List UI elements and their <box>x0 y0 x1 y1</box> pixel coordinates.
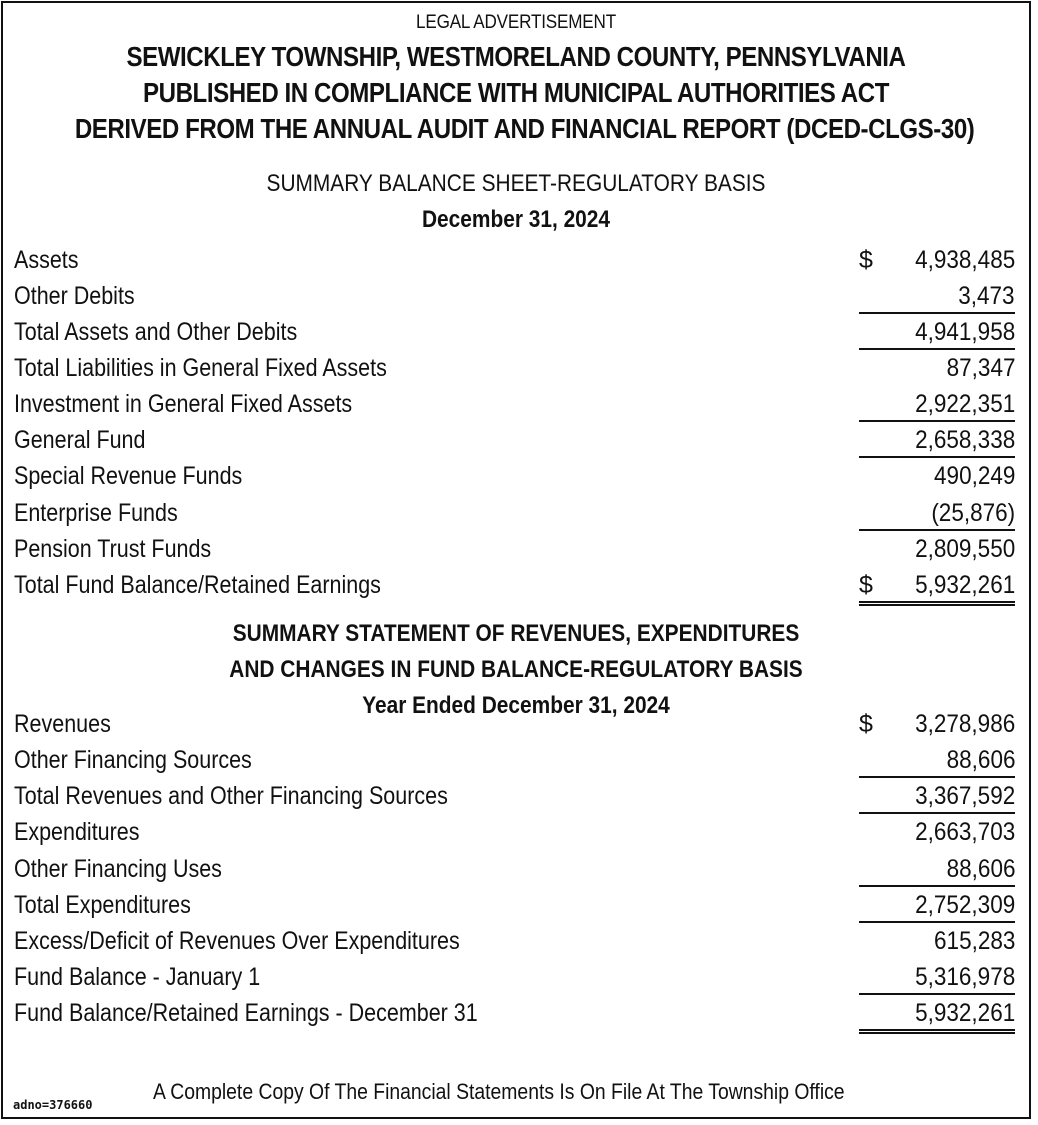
row-value: 2,663,703 <box>914 818 1015 846</box>
row-amount <box>859 535 1015 565</box>
row-value: 4,941,958 <box>914 318 1015 346</box>
revenue-statement-subtitle: AND CHANGES IN FUND BALANCE-REGULATORY BASIS <box>229 656 803 683</box>
revenue-statement-title: SUMMARY STATEMENT OF REVENUES, EXPENDITURES <box>232 620 800 647</box>
row-value: 4,938,485 <box>914 246 1015 274</box>
row-value: 87,347 <box>946 354 1015 382</box>
row-label: Expenditures <box>14 818 140 846</box>
row-label: Fund Balance/Retained Earnings - December 31 <box>14 999 478 1027</box>
row-label: Other Financing Sources <box>14 746 252 774</box>
row-amount <box>859 999 1015 1034</box>
row-amount <box>859 318 1015 350</box>
currency-sign: $ <box>859 246 873 274</box>
balance-row <box>3 499 1029 535</box>
row-label: Other Financing Uses <box>14 855 222 883</box>
row-value: 2,658,338 <box>914 426 1015 454</box>
row-label: Enterprise Funds <box>14 499 178 527</box>
row-amount <box>859 499 1015 531</box>
ad-number: adno=376660 <box>13 1098 93 1112</box>
revenue-statement-period: Year Ended December 31, 2024 <box>362 692 670 719</box>
row-value: 2,752,309 <box>914 891 1015 919</box>
row-label: Total Liabilities in General Fixed Assets <box>14 354 387 382</box>
row-amount <box>859 855 1015 887</box>
footer-note: A Complete Copy Of The Financial Statements Is On File At The Township Office <box>153 1079 845 1104</box>
row-amount <box>859 282 1015 314</box>
township-title: SEWICKLEY TOWNSHIP, WESTMORELAND COUNTY, PENNSYLVANIA <box>126 41 906 72</box>
revenue-row <box>3 782 1029 818</box>
row-value: 5,932,261 <box>914 999 1015 1027</box>
row-value: (25,876) <box>931 499 1015 527</box>
revenue-row <box>3 710 1029 746</box>
row-label: Pension Trust Funds <box>14 535 212 563</box>
balance-row <box>3 426 1029 462</box>
source-title: DERIVED FROM THE ANNUAL AUDIT AND FINANCIAL REPORT (DCED-CLGS-30) <box>74 113 975 144</box>
row-amount <box>859 746 1015 778</box>
revenue-row <box>3 963 1029 999</box>
row-value: 2,922,351 <box>914 390 1015 418</box>
row-label: General Fund <box>14 426 146 454</box>
row-value: 3,367,592 <box>914 782 1015 810</box>
revenue-row <box>3 818 1029 854</box>
row-value: 5,316,978 <box>914 963 1015 991</box>
row-label: Total Fund Balance/Retained Earnings <box>14 571 381 599</box>
row-label: Assets <box>14 246 79 274</box>
balance-row <box>3 390 1029 426</box>
balance-row <box>3 535 1029 571</box>
row-amount <box>859 891 1015 923</box>
balance-sheet-date: December 31, 2024 <box>421 206 611 233</box>
row-value: 3,473 <box>958 282 1015 310</box>
legal-label: LEGAL ADVERTISEMENT <box>416 12 616 33</box>
row-value: 2,809,550 <box>914 535 1015 563</box>
revenue-row <box>3 746 1029 782</box>
row-amount <box>859 963 1015 995</box>
row-amount <box>859 246 1015 276</box>
row-label: Fund Balance - January 1 <box>14 963 261 991</box>
balance-sheet-title: SUMMARY BALANCE SHEET-REGULATORY BASIS <box>266 170 766 197</box>
balance-row <box>3 462 1029 498</box>
revenue-row <box>3 999 1029 1035</box>
currency-sign: $ <box>859 710 873 738</box>
currency-sign: $ <box>859 571 873 599</box>
row-label: Investment in General Fixed Assets <box>14 390 353 418</box>
row-value: 5,932,261 <box>914 571 1015 599</box>
balance-row <box>3 282 1029 318</box>
revenue-row <box>3 927 1029 963</box>
row-label: Total Expenditures <box>14 891 191 919</box>
balance-row <box>3 318 1029 354</box>
row-amount <box>859 462 1015 492</box>
row-amount <box>859 426 1015 458</box>
row-label: Other Debits <box>14 282 135 310</box>
row-value: 615,283 <box>933 927 1015 955</box>
revenue-row <box>3 855 1029 891</box>
row-label: Total Revenues and Other Financing Sources <box>14 782 448 810</box>
row-amount <box>859 710 1015 740</box>
row-value: 88,606 <box>946 855 1015 883</box>
row-label: Revenues <box>14 710 111 738</box>
row-amount <box>859 354 1015 384</box>
row-amount <box>859 571 1015 606</box>
row-label: Excess/Deficit of Revenues Over Expenditures <box>14 927 460 955</box>
compliance-title: PUBLISHED IN COMPLIANCE WITH MUNICIPAL AUTHORITIES ACT <box>143 77 889 108</box>
row-label: Total Assets and Other Debits <box>14 318 298 346</box>
revenue-row <box>3 891 1029 927</box>
row-amount <box>859 390 1015 422</box>
row-value: 490,249 <box>933 462 1015 490</box>
balance-row <box>3 354 1029 390</box>
row-amount <box>859 818 1015 848</box>
row-amount <box>859 782 1015 814</box>
row-label: Special Revenue Funds <box>14 462 243 490</box>
row-value: 3,278,986 <box>914 710 1015 738</box>
balance-row <box>3 246 1029 282</box>
legal-advertisement <box>1 1 1031 1119</box>
row-amount <box>859 927 1015 957</box>
balance-row <box>3 571 1029 607</box>
row-value: 88,606 <box>946 746 1015 774</box>
